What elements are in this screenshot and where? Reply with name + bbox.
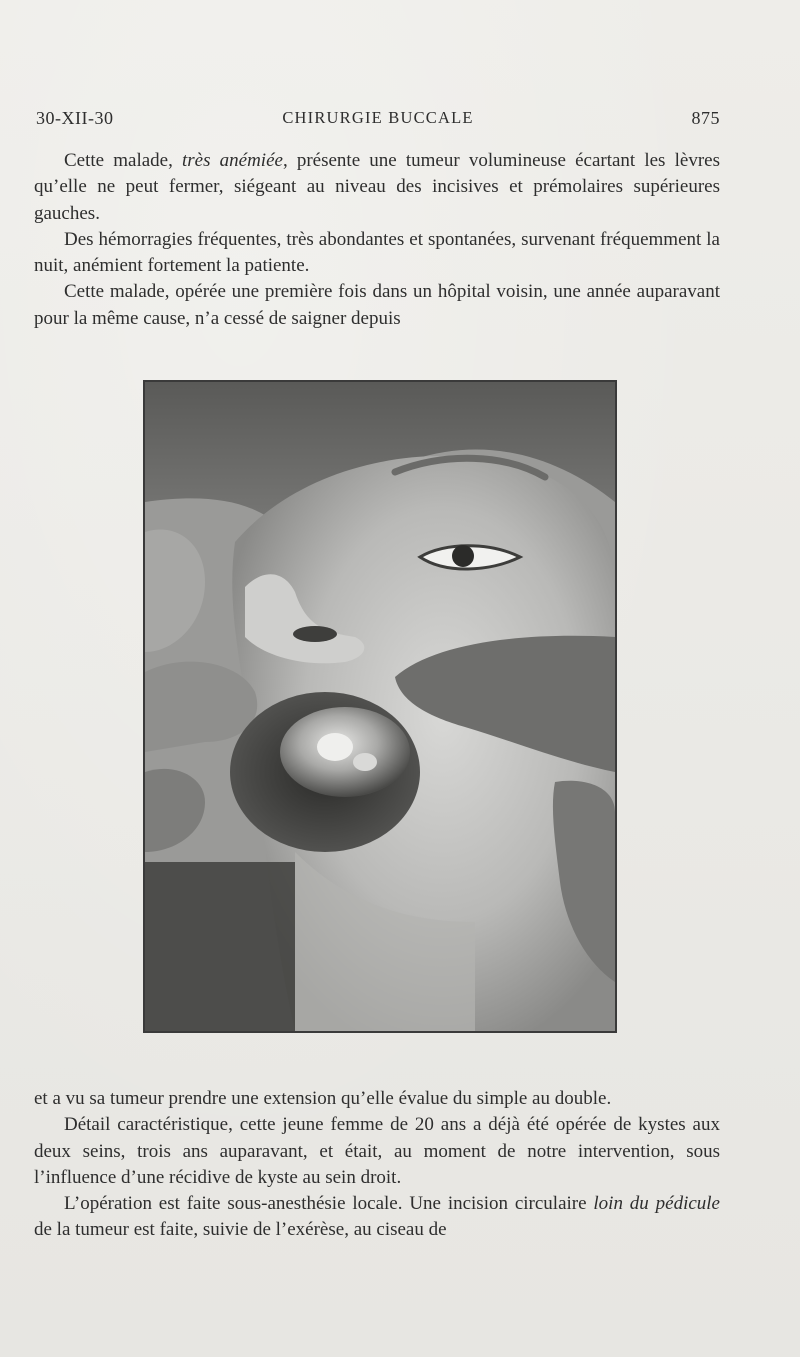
body-text-bottom [34, 1086, 720, 1244]
paragraph-4: et a vu sa tumeur prendre une extension qu’elle évalue du simple au double. [34, 1088, 612, 1109]
paragraph-3: Cette malade, opérée une première fois dans un hôpital voisin, une année auparavant pour la même cause, n’a cessé de saigner depuis [34, 281, 720, 329]
header-title: CHIRURGIE BUCCALE [282, 108, 474, 127]
header-date: 30-XII-30 [36, 108, 114, 128]
paragraph-6-start: L’opération est faite sous-anesthésie locale. Une incision circulaire [64, 1193, 594, 1215]
running-header [36, 108, 720, 136]
paragraph-1-emphasis: très anémiée [182, 150, 283, 171]
paragraph-2: Des hémorragies fréquentes, très abondantes et spontanées, survenant fréquemment la nuit, anémient fortement la patiente. [34, 228, 720, 277]
clinical-photograph [143, 380, 617, 1033]
paragraph-1-start: Cette malade, [64, 150, 182, 171]
page-number: 875 [691, 108, 720, 128]
body-text-top [34, 148, 720, 332]
paragraph-6-emphasis: loin du pédicule [593, 1193, 720, 1215]
paragraph-6-end: de la tumeur est faite, suivie de l’exérèse, au ciseau de [34, 1219, 447, 1241]
paragraph-1-end: , présente une tumeur volumineuse écartant les lèvres qu’elle ne peut fermer, siégeant au niveau des incisives et prémolaires supérieures gauches. [34, 150, 720, 224]
paragraph-6 [34, 1191, 720, 1244]
paragraph-1 [34, 148, 720, 227]
paragraph-5: Détail caractéristique, cette jeune femme de 20 ans a déjà été opérée de kystes aux deux seins, trois ans auparavant, et était, au moment de notre intervention, sous l’influence d’une récidive de kyste au sein droit. [34, 1114, 720, 1188]
photograph-image [145, 382, 615, 1031]
